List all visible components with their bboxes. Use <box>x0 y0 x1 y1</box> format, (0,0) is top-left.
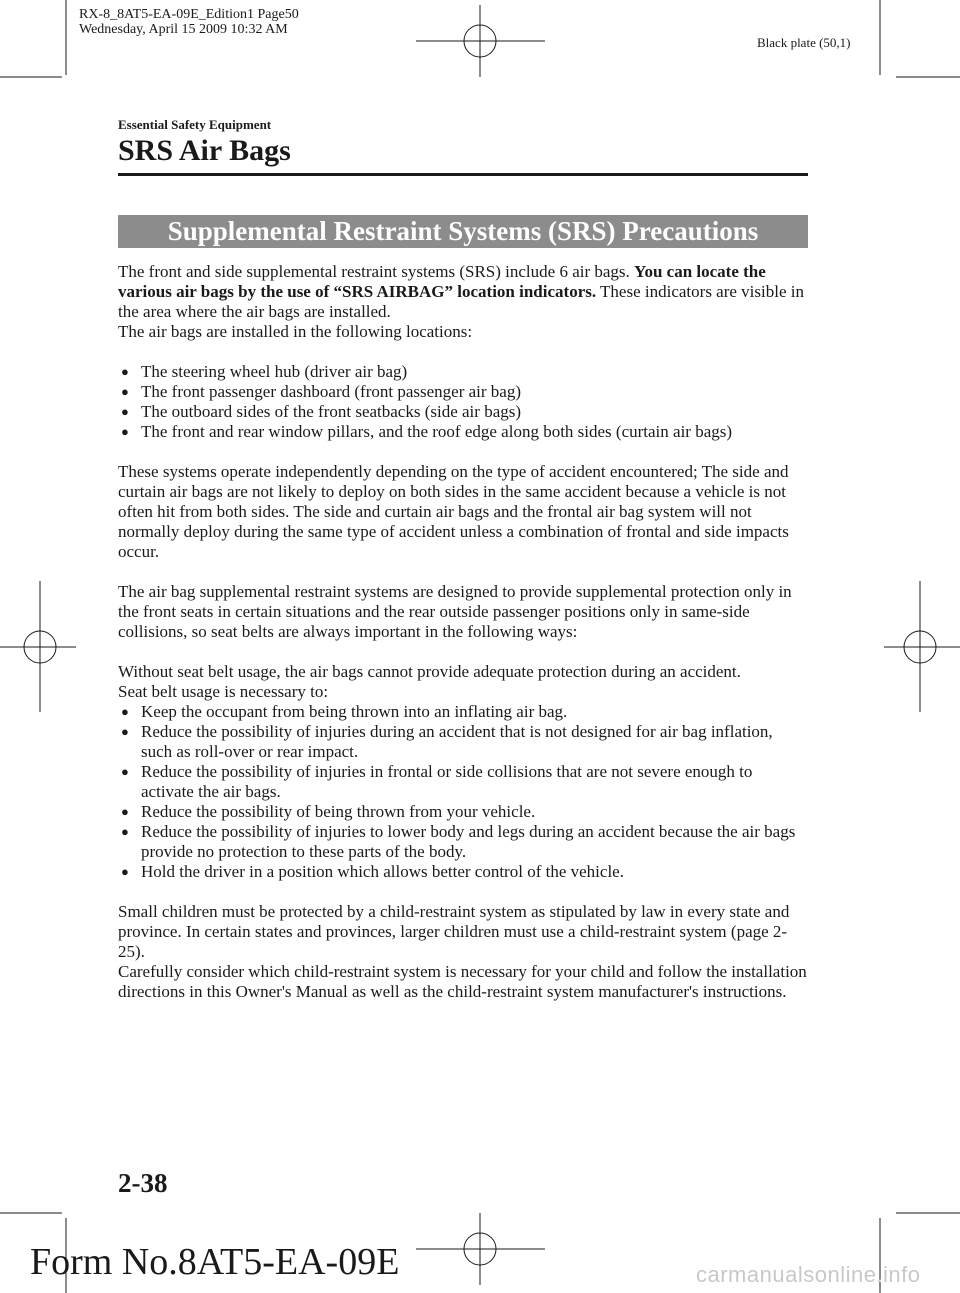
body-content <box>118 262 808 1002</box>
list-item: ● The steering wheel hub (driver air bag) <box>121 362 408 381</box>
print-date-line: Wednesday, April 15 2009 10:32 AM <box>79 22 288 37</box>
list-item: ● The front and rear window pillars, and the roof edge along both sides (curtain air bags) <box>121 422 733 441</box>
plate-label: Black plate (50,1) <box>757 35 851 50</box>
intro-paragraph <box>118 262 808 322</box>
bullet-icon: ● <box>121 824 129 839</box>
intro-text-2: These indicators are visible in the area where the air bags are installed. <box>118 282 804 321</box>
bullet-icon: ● <box>121 804 129 819</box>
bullet-icon: ● <box>121 364 129 379</box>
chapter-title: SRS Air Bags <box>118 134 291 167</box>
watermark: carmanualsonline.info <box>696 1262 921 1287</box>
title-rule <box>118 173 808 176</box>
supplemental-paragraph: The air bag supplemental restraint systems are designed to provide supplemental protection only in the front seats in certain situations and the rear outside passenger positions only in same-side collisions, so seat belts are always important in the following ways: <box>118 582 792 641</box>
independent-paragraph: These systems operate independently depending on the type of accident encountered; The side and curtain air bags are not likely to deploy on both sides in the same accident because a vehicle is not often hit from both sides. The side and curtain air bags and the frontal air bag system will not normally deploy during the same type of accident unless a combination of frontal and side impacts occur. <box>118 462 789 561</box>
consider-paragraph: Carefully consider which child-restraint system is necessary for your child and follow the installation directions in this Owner's Manual as well as the child-restraint system manufacturer's instructions. <box>118 962 807 1001</box>
seatbelt-paragraph-2: Seat belt usage is necessary to: <box>118 682 329 701</box>
list-item: ● The outboard sides of the front seatbacks (side air bags) <box>121 402 522 421</box>
children-paragraph: Small children must be protected by a child-restraint system as stipulated by law in every state and province. In certain states and provinces, larger children must use a child-restraint system (page 2-25). <box>118 902 790 961</box>
bullet-icon: ● <box>121 764 129 779</box>
locations-list <box>118 362 808 442</box>
list-item: ● Keep the occupant from being thrown into an inflating air bag. <box>121 702 568 721</box>
seatbelt-reasons-list <box>118 702 808 882</box>
bullet-icon: ● <box>121 384 129 399</box>
form-number: Form No.8AT5-EA-09E <box>30 1241 400 1283</box>
bullet-icon: ● <box>121 404 129 419</box>
list-item: ● Reduce the possibility of injuries in frontal or side collisions that are not severe enough to activate the air bags. <box>121 762 753 801</box>
list-item: ● The front passenger dashboard (front passenger air bag) <box>121 382 521 401</box>
seatbelt-paragraph-1: Without seat belt usage, the air bags cannot provide adequate protection during an accident. <box>118 662 741 681</box>
list-item: ● Hold the driver in a position which allows better control of the vehicle. <box>121 862 624 881</box>
bullet-icon: ● <box>121 724 129 739</box>
list-item: ● Reduce the possibility of injuries to lower body and legs during an accident because the air bags provide no protection to these parts of the body. <box>121 822 796 861</box>
bullet-icon: ● <box>121 704 129 719</box>
print-file-line: RX-8_8AT5-EA-09E_Edition1 Page50 <box>79 7 299 22</box>
section-label: Essential Safety Equipment <box>118 117 272 132</box>
list-item: ● Reduce the possibility of being thrown from your vehicle. <box>121 802 536 821</box>
page-number: 2-38 <box>118 1168 168 1198</box>
bullet-icon: ● <box>121 864 129 879</box>
intro-text-1: The front and side supplemental restraint systems (SRS) include 6 air bags. <box>118 262 635 281</box>
intro-bold: You can locate the various air bags by the use of “SRS AIRBAG” location indicators. <box>118 262 766 301</box>
bullet-icon: ● <box>121 424 129 439</box>
list-item: ● Reduce the possibility of injuries during an accident that is not designed for air bag inflation, such as roll-over or rear impact. <box>121 722 773 761</box>
section-banner: Supplemental Restraint Systems (SRS) Precautions <box>118 215 808 248</box>
locations-intro: The air bags are installed in the following locations: <box>118 322 473 341</box>
